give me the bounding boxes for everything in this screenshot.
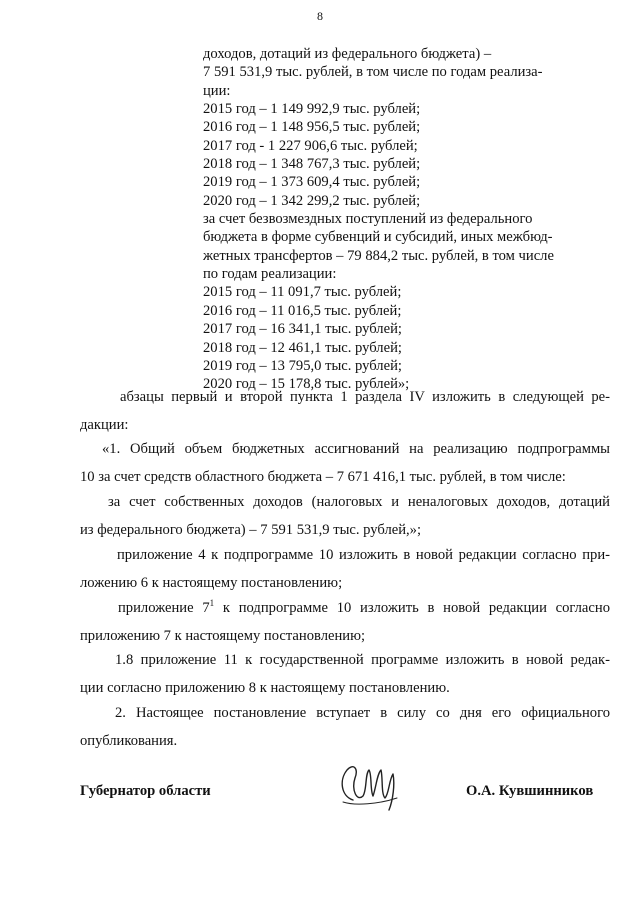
paragraph-line: ции согласно приложению 8 к настоящему постановлению. <box>80 679 450 696</box>
paragraph-line: приложению 7 к настоящему постановлению; <box>80 627 366 644</box>
paragraph-line: 10 за счет средств областного бюджета – 7 671 416,1 тыс. рублей, в том числе: <box>80 468 566 485</box>
block-line: 2017 год - 1 227 906,6 тыс. рублей; <box>203 137 418 154</box>
block-line: 2017 год – 16 341,1 тыс. рублей; <box>203 321 402 338</box>
paragraph-line: абзацы первый и второй пункта 1 раздела IV изложить в следующей ре- <box>120 389 610 405</box>
appendix-ref: приложение 7 <box>118 600 210 616</box>
block-line: 2018 год – 12 461,1 тыс. рублей; <box>203 339 402 356</box>
paragraph-appendix-7-1 <box>80 595 610 650</box>
block-line: бюджета в форме субвенций и субсидий, иных межбюд- <box>203 229 553 246</box>
paragraph-quote-total <box>80 436 610 491</box>
paragraph-effective-date <box>80 700 610 755</box>
paragraph-line <box>80 595 610 623</box>
block-line: за счет безвозмездных поступлений из федерального <box>203 211 533 228</box>
signatory-name: О.А. Кувшинников <box>466 783 594 799</box>
block-line: 2018 год – 1 348 767,3 тыс. рублей; <box>203 156 421 173</box>
handwritten-signature <box>335 760 405 815</box>
appendix-text: к подпрограмме 10 изложить в новой редакции согласно <box>214 600 610 616</box>
superscript: 1 <box>209 598 215 609</box>
block-line: 2016 год – 11 016,5 тыс. рублей; <box>203 302 402 319</box>
block-line: 2019 год – 1 373 609,4 тыс. рублей; <box>203 174 421 191</box>
paragraph-line: «1. Общий объем бюджетных ассигнований на реализацию подпрограммы <box>102 441 610 457</box>
signatory-position: Губернатор области <box>80 783 211 799</box>
block-line: 2015 год – 11 091,7 тыс. рублей; <box>203 284 402 301</box>
paragraph-line: опубликования. <box>80 732 178 749</box>
paragraph-line: приложение 4 к подпрограмме 10 изложить в новой редакции согласно при- <box>117 547 610 563</box>
paragraph-section-iv <box>80 384 610 439</box>
block-line: 2015 год – 1 149 992,9 тыс. рублей; <box>203 101 421 118</box>
page-number: 8 <box>317 9 323 23</box>
paragraph-line: 2. Настоящее постановление вступает в силу со дня его официального <box>115 705 610 721</box>
paragraph-line: дакции: <box>80 416 129 433</box>
funding-breakdown-block <box>203 45 563 394</box>
paragraph-line: из федерального бюджета) – 7 591 531,9 тыс. рублей,»; <box>80 521 422 538</box>
block-line: доходов, дотаций из федерального бюджета) – <box>203 46 492 62</box>
block-line: 2020 год – 1 342 299,2 тыс. рублей; <box>203 192 421 209</box>
block-line: 7 591 531,9 тыс. рублей, в том числе по годам реализа- <box>203 64 543 81</box>
paragraph-line: за счет собственных доходов (налоговых и неналоговых доходов, дотаций <box>108 494 610 510</box>
block-line: по годам реализации: <box>203 266 337 283</box>
block-line: 2016 год – 1 148 956,5 тыс. рублей; <box>203 119 421 136</box>
paragraph-line: ложению 6 к настоящему постановлению; <box>80 574 343 591</box>
paragraph-appendix-11 <box>80 647 610 702</box>
paragraph-own-income <box>80 489 610 544</box>
block-line: 2019 год – 13 795,0 тыс. рублей; <box>203 357 402 374</box>
block-line: 2020 год – 15 178,8 тыс. рублей»; <box>203 376 410 393</box>
block-line: ции: <box>203 82 231 99</box>
paragraph-appendix-4 <box>80 542 610 597</box>
paragraph-line: 1.8 приложение 11 к государственной программе изложить в новой редак- <box>115 652 610 668</box>
block-line: жетных трансфертов – 79 884,2 тыс. рублей, в том числе <box>203 247 554 264</box>
